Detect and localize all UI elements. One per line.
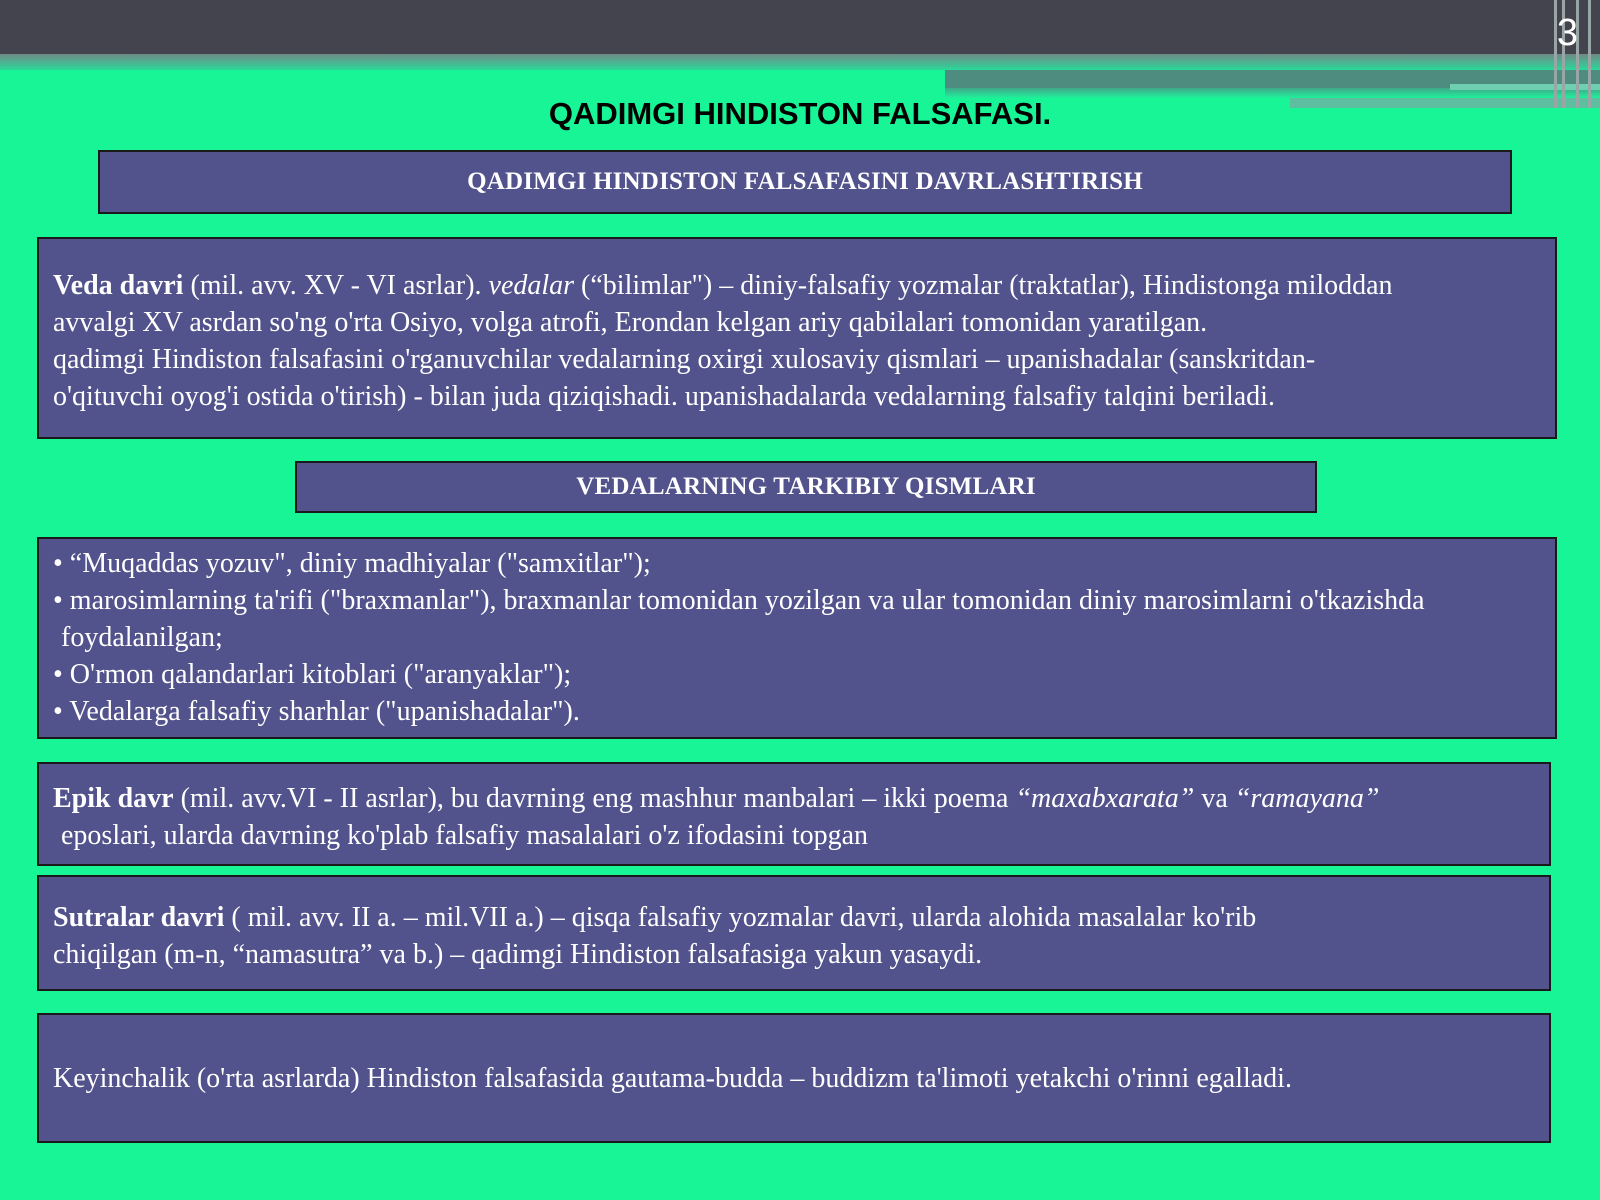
veda-line-2: avvalgi XV asrdan so'ng o'rta Osiyo, volga atrofi, Erondan kelgan ariy qabilalari tomonidan yaratilgan. [53, 307, 1208, 338]
epic-text-1: (mil. avv.VI - II asrlar), bu davrning eng mashhur manbalari – ikki poema [173, 783, 1016, 814]
veda-dates: (mil. avv. XV - VI asrlar). [183, 270, 489, 301]
components-list [53, 545, 1541, 730]
list-item: • “Muqaddas yozuv", diniy madhiyalar ("samxitlar"); [53, 548, 651, 579]
epic-term: Epik davr [53, 783, 174, 814]
epic-period-box [37, 762, 1551, 866]
decorative-stripe [0, 54, 1600, 70]
veda-line-1-rest: (“bilimlar") – diniy-falsafiy yozmalar (traktatlar), Hindistonga miloddan [574, 270, 1393, 301]
veda-period-box [37, 237, 1557, 439]
poem-maxabxarata: “maxabxarata” [1015, 783, 1195, 814]
vedalar-term: vedalar [488, 270, 575, 301]
sutra-line-1-rest: ( mil. avv. II a. – mil.VII a.) – qisqa falsafiy yozmalar davri, ularda alohida masalalar ko'rib [224, 902, 1257, 933]
epic-line-1 [53, 780, 1535, 817]
slide-number: 3 [1556, 12, 1578, 54]
final-note: Keyinchalik (o'rta asrlarda) Hindiston falsafasida gautama-budda – buddizm ta'limoti yetakchi o'rinni egalladi. [53, 1062, 1292, 1094]
sutra-line-2: chiqilgan (m-n, “namasutra” va b.) – qadimgi Hindiston falsafasiga yakun yasaydi. [53, 939, 983, 970]
sutra-period-box [37, 875, 1551, 991]
page-title: QADIMGI HINDISTON FALSAFASI. [548, 96, 1052, 131]
section-header-periodization [98, 150, 1512, 214]
epic-line-2: eposlari, ularda davrning ko'plab falsafiy masalalari o'z ifodasini topgan [61, 820, 869, 851]
veda-line-4: o'qituvchi oyog'i ostida o'tirish) - bilan juda qiziqishadi. upanishadalarda vedalarning falsafiy talqini beriladi. [53, 381, 1275, 412]
sutra-term: Sutralar davri [53, 902, 225, 933]
veda-line-3: qadimgi Hindiston falsafasini o'rganuvchilar vedalarning oxirgi xulosaviy qismlari – upanishadalar (sanskritdan- [53, 344, 1316, 375]
section-header-label: VEDALARNING TARKIBIY QISMLARI [576, 473, 1036, 500]
sutra-line-1 [53, 899, 1535, 936]
list-item: • marosimlarning ta'rifi ("braxmanlar"), braxmanlar tomonidan yozilgan va ular tomonidan diniy marosimlarni o'tkazishda [53, 585, 1425, 616]
list-item-continuation: foydalanilgan; [61, 622, 223, 653]
decorative-bar [1588, 0, 1591, 108]
top-bar [0, 0, 1600, 54]
epic-text-2: va [1194, 783, 1235, 814]
list-item: • O'rmon qalandarlari kitoblari ("aranyaklar"); [53, 659, 572, 690]
final-note-box [37, 1013, 1551, 1143]
veda-components-box [37, 537, 1557, 739]
veda-line-1 [53, 267, 1541, 304]
section-header-label: QADIMGI HINDISTON FALSAFASINI DAVRLASHTIRISH [467, 168, 1143, 195]
list-item: • Vedalarga falsafiy sharhlar ("upanishadalar"). [53, 696, 580, 727]
veda-term: Veda davri [53, 270, 184, 301]
poem-ramayana: “ramayana” [1234, 783, 1380, 814]
section-header-components [295, 461, 1317, 513]
